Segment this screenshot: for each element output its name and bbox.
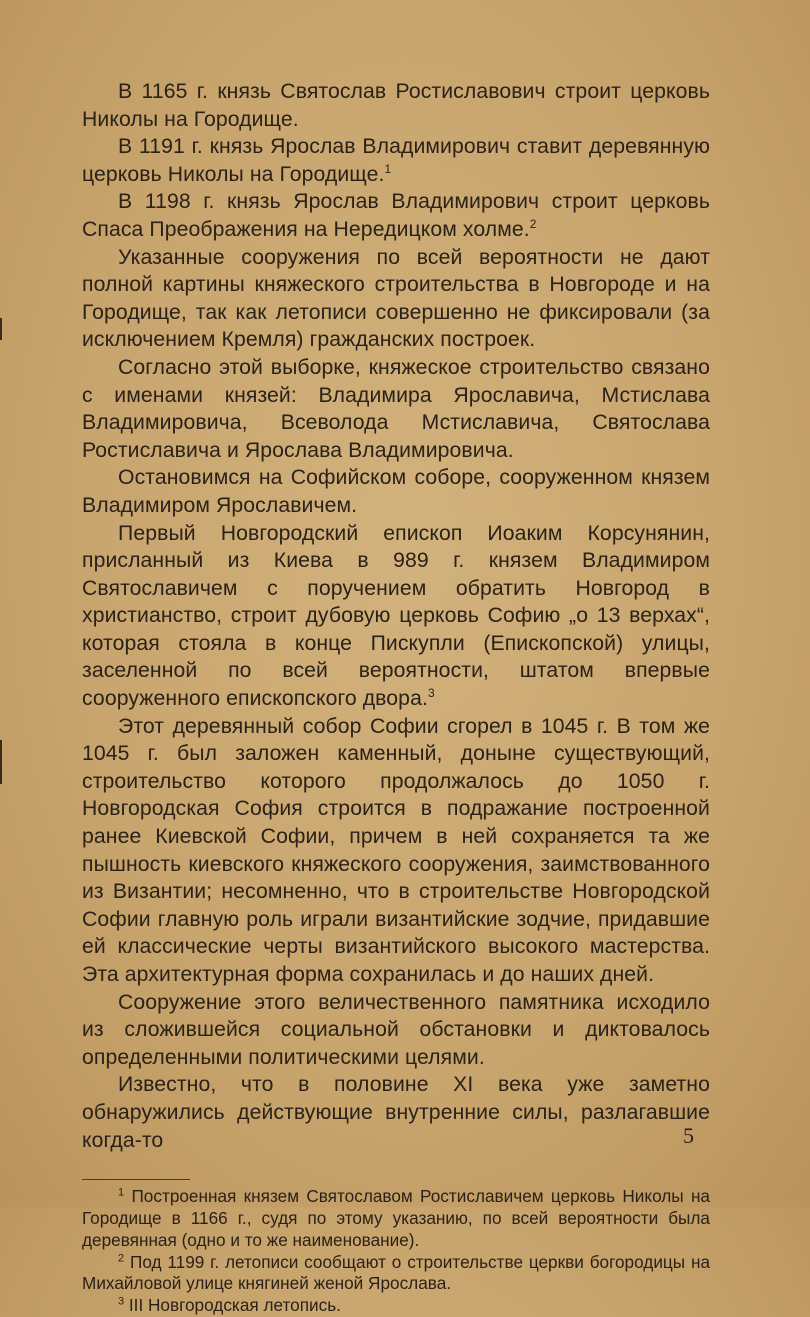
paragraph-9: Сооружение этого величественного памятника исходило из сложившейся социальной обстановки и диктовалось определенными политическими целями. — [82, 990, 710, 1069]
paragraph-2-text: В 1191 г. князь Ярослав Владимирович ставит деревянную церковь Николы на Городище. — [82, 135, 710, 186]
paragraph-1: В 1165 г. князь Святослав Ростиславович строит церковь Николы на Городище. — [82, 80, 710, 131]
footnote-1 — [82, 1186, 710, 1251]
binding-mark-top — [0, 318, 2, 340]
page-number: 5 — [683, 1123, 694, 1148]
paragraph-7-text: Первый Новгородский епископ Иоаким Корсунянин, присланный из Киева в 989 г. князем Владимиром Святославичем с поручением обратить Новгород в христианство, строит дубовую церковь Софию „о 13 верхах“, которая стояла в конце Пискупли (Епископской) улицы, заселенной по всей вероятности, штатом впервые сооруженного епископского двора. — [82, 521, 710, 711]
page-body — [82, 78, 710, 1317]
paragraph-2 — [82, 133, 710, 188]
footnote-ref-3: 3 — [427, 686, 435, 700]
footnote-ref-1: 1 — [384, 161, 392, 176]
footnote-3 — [82, 1295, 710, 1317]
paragraph-3 — [82, 188, 710, 243]
paragraph-4: Указанные сооружения по всей вероятности не дают полной картины княжеского строительства в Новгороде и на Городище, так как летописи совершенно не фиксировали (за исключением Кремля) гражданских построек. — [82, 245, 710, 352]
paragraph-7 — [82, 520, 710, 713]
footnote-1-text: Построенная князем Святославом Ростиславичем церковь Николы на Городище в 1166 г., судя по этому указанию, по всей вероятности была деревянная (одно и то же наименование). — [82, 1186, 710, 1250]
paragraph-8: Этот деревянный собор Софии сгорел в 1045 г. В том же 1045 г. был заложен каменный, доныне существующий, строительство которого продолжалось до 1050 г. Новгородская София строится в подражание построенной ранее Киевской Софии, причем в ней сохраняется та же пышность киевского княжеского сооружения, заимствованного из Византии; несомненно, что в строительстве Новгородской Софии главную роль играли византийские зодчие, придавшие ей классические черты византийского высокого мастерства. Эта архитектурная форма сохранилась и до наших дней. — [82, 714, 710, 986]
footnote-3-number: 3 — [118, 1295, 125, 1308]
footnote-2-number: 2 — [118, 1251, 125, 1264]
footnote-divider — [82, 1179, 190, 1180]
paragraph-10: Известно, что в половине XI века уже заметно обнаружились действующие внутренние силы, разлагавшие когда-то — [82, 1073, 710, 1152]
paragraph-5: Согласно этой выборке, княжеское строительство связано с именами князей: Владимира Ярославича, Мстислава Владимировича, Всеволода Мстиславича, Святослава Ростиславича и Ярослава Владимировича. — [82, 355, 710, 462]
footnote-2-text: Под 1199 г. летописи сообщают о строительстве церкви богородицы на Михайловой улице княгиней женой Ярослава. — [82, 1251, 710, 1294]
paragraph-3-text: В 1198 г. князь Ярослав Владимирович строит церковь Спаса Преображения на Нередицком холме. — [82, 190, 710, 241]
footnote-3-text: III Новгородская летопись. — [128, 1295, 341, 1316]
footnote-ref-2: 2 — [529, 216, 537, 231]
footnote-2 — [82, 1252, 710, 1296]
footnote-1-number: 1 — [118, 1186, 125, 1199]
binding-mark-bottom — [0, 740, 2, 784]
paragraph-6: Остановимся на Софийском соборе, сооруженном князем Владимиром Ярославичем. — [82, 466, 710, 517]
